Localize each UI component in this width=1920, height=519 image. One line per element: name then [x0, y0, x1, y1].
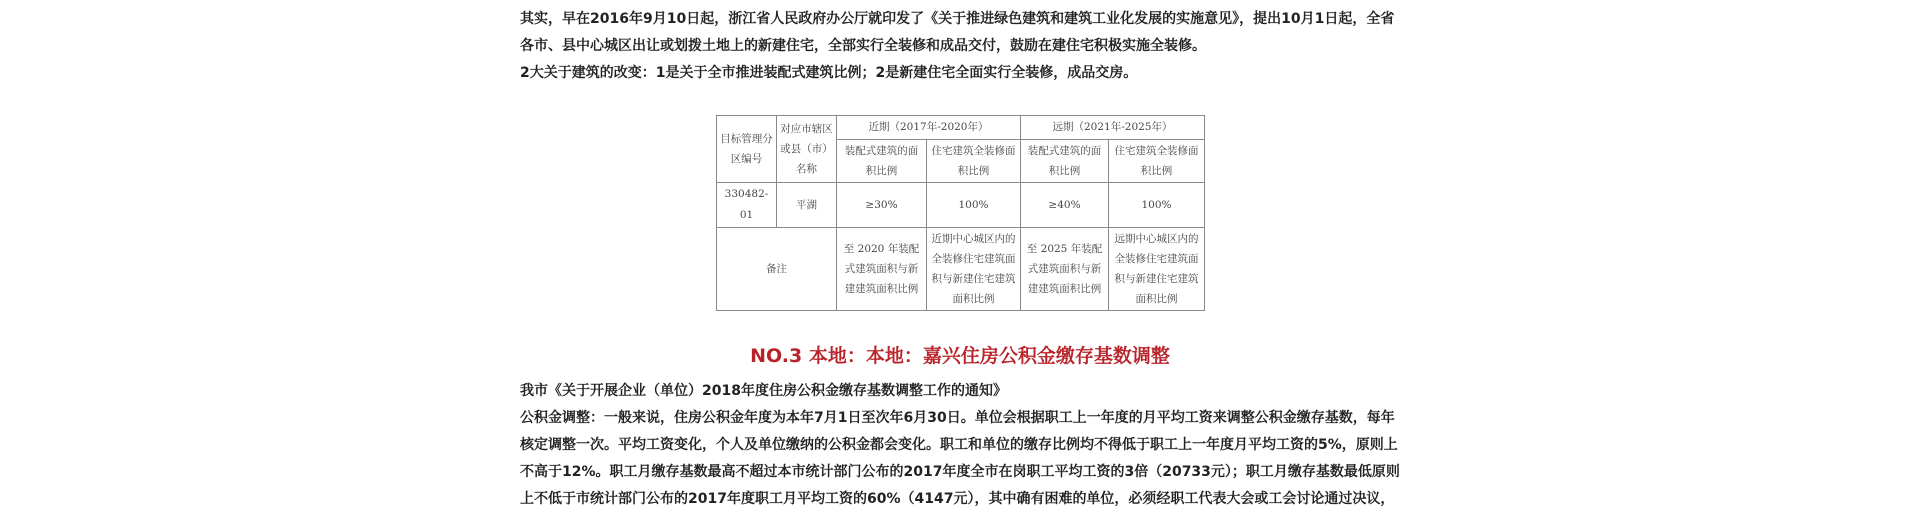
remark-cell: 近期中心城区内的全装修住宅建筑面积与新建住宅建筑面积比例 — [927, 228, 1021, 311]
row-name: 平湖 — [777, 183, 837, 228]
building-ratio-table — [716, 115, 1205, 311]
row-code: 330482-01 — [717, 183, 777, 228]
paragraph-line: 核定调整一次。平均工资变化，个人及单位缴纳的公积金都会变化。职工和单位的缴存比例均不得低于职工上一年度月平均工资的5%，原则上 — [520, 437, 1398, 453]
row-value: 100% — [1109, 183, 1205, 228]
paragraph-line: 上不低于市统计部门公布的2017年度职工月平均工资的60%（4147元），其中确有困难的单位，必须经职工代表大会或工会讨论通过决议， — [520, 491, 1395, 507]
paragraph-line: 其实，早在2016年9月10日起，浙江省人民政府办公厅就印发了《关于推进绿色建筑和建筑工业化发展的实施意见》，提出10月1日起，全省 — [520, 11, 1395, 27]
row-value: ≥40% — [1021, 183, 1109, 228]
subheader-cell: 住宅建筑全装修面积比例 — [1109, 140, 1205, 183]
header-area-name: 对应市辖区或县（市）名称 — [777, 116, 837, 183]
row-value: 100% — [927, 183, 1021, 228]
paragraph-line: 公积金调整：一般来说，住房公积金年度为本年7月1日至次年6月30日。单位会根据职工上一年度的月平均工资来调整公积金缴存基数，每年 — [520, 410, 1395, 426]
subheader-cell: 住宅建筑全装修面积比例 — [927, 140, 1021, 183]
paragraph-line: 各市、县中心城区出让或划拨土地上的新建住宅，全部实行全装修和成品交付，鼓励在建住宅积极实施全装修。 — [520, 38, 1206, 54]
paragraph-line: 我市《关于开展企业（单位）2018年度住房公积金缴存基数调整工作的通知》 — [520, 383, 1007, 399]
section-heading: NO.3 本地：本地：嘉兴住房公积金缴存基数调整 — [750, 345, 1170, 367]
remark-cell: 至 2025 年装配式建筑面积与新建建筑面积比例 — [1021, 228, 1109, 311]
header-zone-code: 目标管理分区编号 — [717, 116, 777, 183]
header-near-term: 近期（2017年-2020年） — [837, 116, 1021, 140]
remark-label: 备注 — [717, 228, 837, 311]
remark-cell: 至 2020 年装配式建筑面积与新建建筑面积比例 — [837, 228, 927, 311]
remark-cell: 远期中心城区内的全装修住宅建筑面积与新建住宅建筑面积比例 — [1109, 228, 1205, 311]
subheader-cell: 装配式建筑的面积比例 — [1021, 140, 1109, 183]
paragraph-line: 不高于12%。职工月缴存基数最高不超过本市统计部门公布的2017年度全市在岗职工平均工资的3倍（20733元）；职工月缴存基数最低原则 — [520, 464, 1400, 480]
header-far-term: 远期（2021年-2025年） — [1021, 116, 1205, 140]
subheader-cell: 装配式建筑的面积比例 — [837, 140, 927, 183]
housing-fund-paragraphs — [520, 378, 1400, 513]
paragraph-line: 2大关于建筑的改变：1是关于全市推进装配式建筑比例；2是新建住宅全面实行全装修，成品交房。 — [520, 65, 1138, 81]
intro-paragraphs — [520, 6, 1400, 87]
row-value: ≥30% — [837, 183, 927, 228]
